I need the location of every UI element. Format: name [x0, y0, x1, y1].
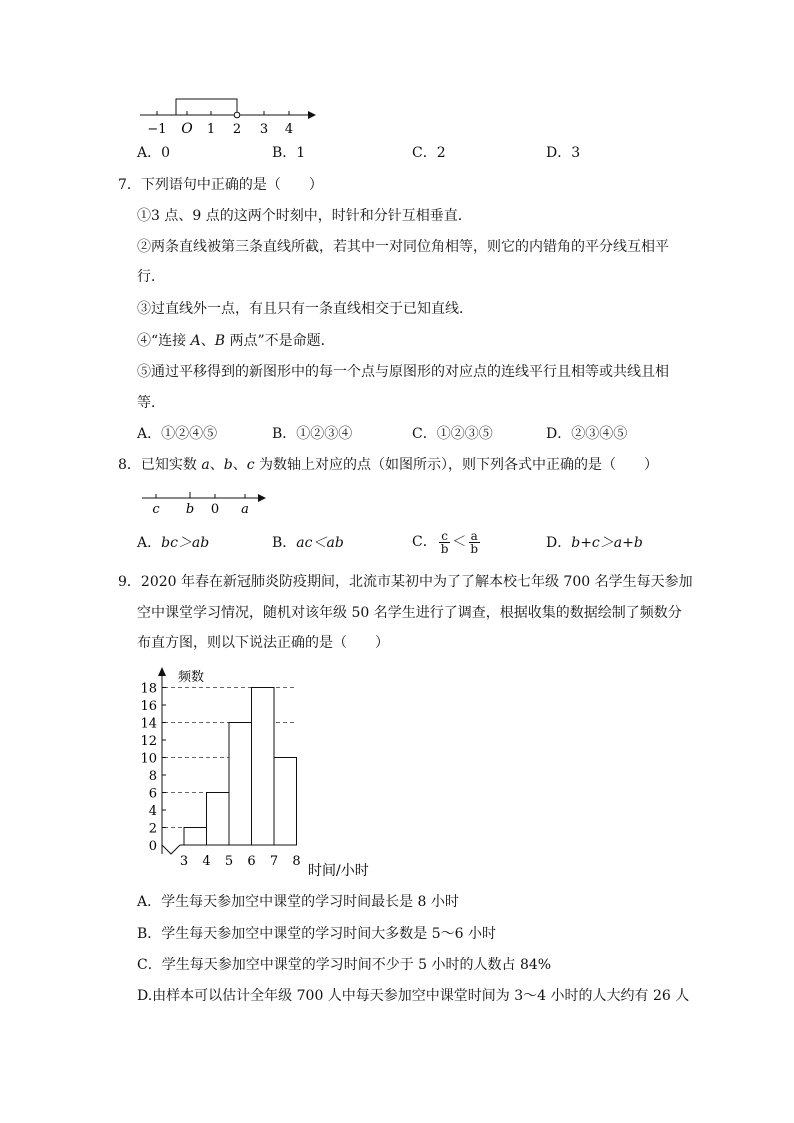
- point-b: B: [214, 333, 226, 349]
- y-tick-label: 10: [140, 751, 157, 767]
- x-tick-label: 5: [224, 854, 234, 869]
- q8-option-a-expr: bc＞ab: [161, 535, 210, 551]
- q7-statement-5: ⑤通过平移得到的新图形中的每一个点与原图形的对应点的连线平行且相等或共线且相: [137, 364, 669, 380]
- q7-s4-post: 两点”不是命题．: [225, 333, 335, 349]
- q7-statement-2-cont: 行．: [137, 269, 165, 285]
- point-a: A: [190, 333, 201, 349]
- q8-option-d[interactable]: [546, 533, 643, 553]
- q8-option-d-label: D．: [546, 535, 572, 551]
- q9-option-b[interactable]: B．学生每天参加空中课堂的学习时间大多数是 5～6 小时: [137, 926, 497, 942]
- axis-break: [162, 845, 180, 854]
- histogram-bar: [252, 688, 275, 846]
- q8-option-c[interactable]: [412, 526, 482, 558]
- var-a: a: [201, 457, 210, 473]
- q8-sep: 、: [209, 457, 224, 473]
- fraction-c-over-b: [439, 530, 451, 555]
- histogram-bar: [184, 828, 207, 846]
- q7-option-c[interactable]: C．①②③⑤: [412, 426, 493, 442]
- q8-option-b-expr: ac＜ab: [296, 535, 344, 551]
- x-tick-label: 3: [179, 854, 189, 869]
- q6-tick-label: 1: [206, 122, 216, 137]
- var-b: b: [223, 457, 233, 473]
- q6-option-b[interactable]: B．1: [272, 145, 306, 161]
- q8-stem-pre: 8．已知实数: [118, 457, 202, 473]
- y-tick-label: 8: [148, 769, 157, 784]
- q8-option-a[interactable]: [137, 533, 209, 553]
- y-tick-label: 6: [148, 786, 157, 802]
- q8-option-d-expr: b+c＞a+b: [571, 535, 643, 551]
- q8-label-0: 0: [210, 502, 220, 517]
- q8-option-a-label: A．: [137, 535, 162, 551]
- y-axis-arrow: [158, 667, 166, 676]
- y-tick-label: 2: [148, 821, 157, 837]
- q7-option-a[interactable]: A．①②④⑤: [137, 426, 218, 442]
- q8-option-b-label: B．: [272, 535, 297, 551]
- q6-tick-label: O: [181, 121, 193, 137]
- q7-statement-5-cont: 等．: [137, 395, 165, 411]
- x-axis-label: 时间/小时: [308, 863, 369, 879]
- q8-option-c-label: C．: [412, 534, 437, 550]
- q7-s4-mid: 、: [200, 333, 215, 349]
- x-tick-label: 6: [247, 854, 256, 869]
- fraction-denominator: b: [470, 541, 479, 556]
- y-tick-label: 12: [140, 734, 157, 749]
- q7-s4-pre: ④“连接: [137, 333, 191, 349]
- var-c: c: [246, 457, 255, 473]
- q8-sep: 、: [232, 457, 247, 473]
- q8-label-b: b: [185, 502, 195, 517]
- q8-stem: [118, 455, 658, 475]
- histogram-bar: [229, 723, 252, 846]
- q6-tick-label: 4: [284, 122, 294, 137]
- q9-stem-line-3: 布直方图，则以下说法正确的是（ ）: [137, 635, 389, 651]
- fraction-numerator: a: [470, 528, 478, 543]
- q7-option-d[interactable]: D．②③④⑤: [546, 426, 628, 442]
- q9-option-d[interactable]: D.由样本可以估计全年级 700 人中每天参加空中课堂时间为 3～4 小时的人大约有 26 人: [137, 988, 690, 1004]
- q9-stem-line-1: 9．2020 年春在新冠肺炎防疫期间，北流市某初中为了了解本校七年级 700 名学生每天参加: [118, 574, 693, 590]
- q7-statement-1: ①3 点、9 点的这两个时刻中，时针和分针互相垂直．: [137, 208, 472, 224]
- frequency-histogram: [130, 660, 390, 885]
- q7-option-b[interactable]: B．①②③④: [272, 426, 353, 442]
- y-tick-label: 16: [140, 699, 157, 714]
- fraction-numerator: c: [441, 528, 448, 543]
- q8-label-c: c: [152, 502, 160, 517]
- q7-statement-3: ③过直线外一点，有且只有一条直线相交于已知直线．: [137, 301, 473, 317]
- fraction-a-over-b: [468, 530, 480, 555]
- x-tick-label: 7: [269, 854, 279, 869]
- x-tick-label: 8: [292, 854, 301, 869]
- q6-option-a[interactable]: A．0: [137, 145, 171, 161]
- q7-statement-4: [137, 331, 335, 351]
- histogram-bar: [274, 758, 297, 846]
- fraction-denominator: b: [440, 541, 449, 556]
- x-tick-label: 4: [202, 854, 211, 869]
- q6-tick-label: −1: [147, 122, 167, 137]
- q8-label-a: a: [241, 502, 249, 517]
- q9-option-a[interactable]: A．学生每天参加空中课堂的学习时间最长是 8 小时: [137, 894, 459, 910]
- less-than-sign: ＜: [452, 534, 467, 550]
- q6-option-c[interactable]: C．2: [412, 145, 446, 161]
- q7-stem: 7．下列语句中正确的是（ ）: [118, 177, 323, 193]
- q6-tick-label: 2: [232, 122, 242, 137]
- q7-statement-2: ②两条直线被第三条直线所截，若其中一对同位角相等，则它的内错角的平分线互相平: [137, 239, 669, 255]
- histogram-bar: [207, 793, 230, 846]
- q6-tick-label: 3: [259, 122, 269, 137]
- y-tick-label: 4: [148, 804, 157, 819]
- q9-stem-line-2: 空中课堂学习情况，随机对该年级 50 名学生进行了调查，根据收集的数据绘制了频数分: [137, 605, 682, 621]
- q8-number-line: [138, 488, 278, 518]
- y-tick-label: 0: [148, 839, 157, 854]
- y-tick-label: 18: [140, 681, 157, 697]
- y-axis-label: 频数: [178, 670, 205, 685]
- q9-option-c[interactable]: C．学生每天参加空中课堂的学习时间不少于 5 小时的人数占 84%: [137, 957, 552, 973]
- q8-option-b[interactable]: [272, 533, 344, 553]
- q6-number-line: [130, 90, 330, 140]
- q8-stem-post: 为数轴上对应的点（如图所示），则下列各式中正确的是（ ）: [254, 457, 658, 473]
- y-tick-label: 14: [140, 716, 157, 732]
- q6-option-d[interactable]: D．3: [546, 145, 581, 161]
